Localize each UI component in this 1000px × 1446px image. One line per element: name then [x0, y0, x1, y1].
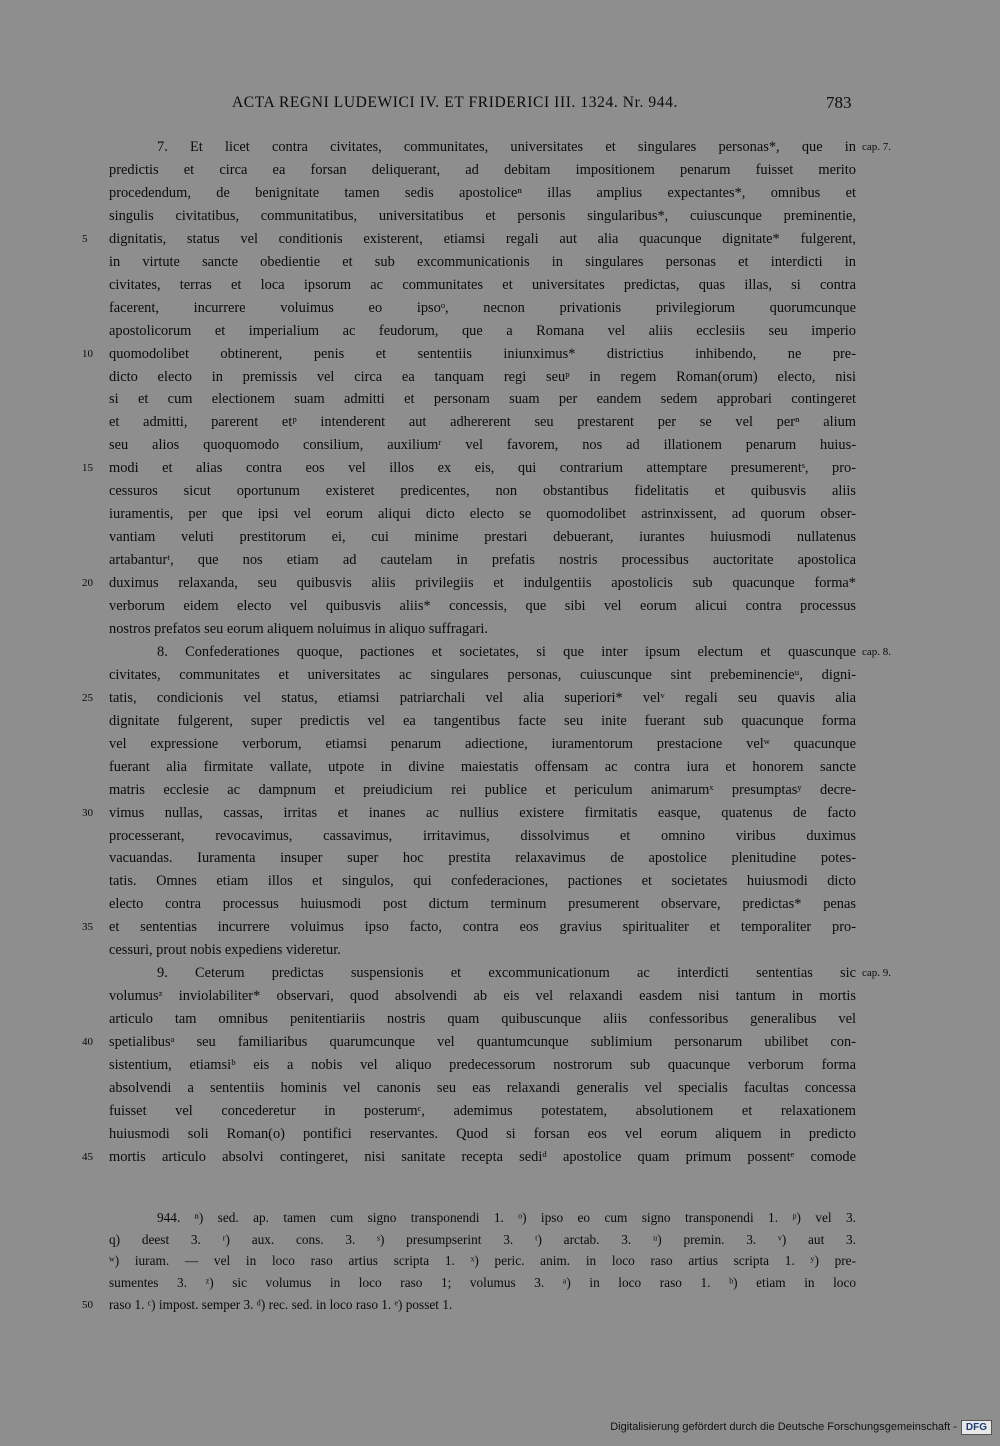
text-line: modi et alias contra eos vel illos ex eis, qui contrarium attemptare presumerentˢ, pro-	[109, 460, 856, 476]
text-line: dicto electo in premissis vel circa ea tanquam regi seuᵖ in regem Roman(orum) electo, nisi	[109, 369, 856, 385]
text-line: articulo tam omnibus penitentiariis nostris quam quibuscunque aliis confessoribus generalibus vel	[109, 1011, 856, 1027]
line-number: 35	[82, 921, 93, 933]
text-line: iuramentis, per que ipsi vel eorum aliqui dicto electo se quomodolibet astrinxissent, ad quorum obser-	[109, 506, 856, 522]
text-line: apostolicorum et imperialium ac feudorum, que a Romana vel aliis ecclesiis seu imperio	[109, 323, 856, 339]
text-line: dignitate fulgerent, super predictis vel ea tangentibus facte seu inite fuerant sub quacunque forma	[109, 713, 856, 729]
page-header	[0, 94, 1000, 116]
text-line: et admitti, parerent etᵖ intenderent aut adhererent seu prestarent per se vel perⁿ alium	[109, 414, 856, 430]
text-line: seu alios quoquomodo consilium, auxiliumʳ vel favorem, nos ad illationem penarum huius-	[109, 437, 856, 453]
text-line: singulis civitatibus, communitatibus, universitatibus et personis singularibus*, cuiuscunque preminentie,	[109, 208, 856, 224]
page-number: 783	[826, 93, 852, 112]
text-line: si et cum electionem suam admitti et personam suam per eandem sedem approbari contingeret	[109, 391, 856, 407]
text-line: in virtute sancte obedientie et sub excommunicationis in singulares personas et interdicti in	[109, 254, 856, 270]
text-line: tatis. Omnes etiam illos et singulos, qui confederaciones, pactiones et societates huiusmodi dicto	[109, 873, 856, 889]
chapter-side-note: cap. 8.	[862, 646, 892, 658]
line-number: 30	[82, 807, 93, 819]
line-number: 25	[82, 692, 93, 704]
text-line: cessuros sicut oportunum existeret predicentes, non obstantibus fidelitatis et quibusvis aliis	[109, 483, 856, 499]
text-line: volumusᶻ inviolabiliter* observari, quod absolvendi ab eis vel relaxandi easdem nisi tantum in mortis	[109, 988, 856, 1004]
text-line: sistentium, etiamsiᵇ eis a nobis vel aliquo predecessorum nostrorum sub quacunque verborum forma	[109, 1057, 856, 1073]
line-number: 40	[82, 1036, 93, 1048]
chapter-side-note: cap. 9.	[862, 967, 892, 979]
text-line: verborum eidem electo vel quibusvis aliis* concessis, que sibi vel eorum alicui contra processus	[109, 598, 856, 614]
line-number: 5	[82, 233, 88, 245]
text-line: huiusmodi soli Roman(o) pontifici reservantes. Quod si forsan eos vel eorum aliquem in predicto	[109, 1126, 856, 1142]
text-line: dignitatis, status vel conditionis existerent, etiamsi regali aut alia quacunque dignitate* fulgerent,	[109, 231, 856, 247]
credit-text: Digitalisierung gefördert durch die Deutsche Forschungsgemeinschaft -	[610, 1421, 957, 1433]
text-line: mortis articulo absolvi contingeret, nisi sanitate recepta sediᵈ apostolice quam primum possentᵉ comode	[109, 1149, 856, 1165]
line-number: 50	[82, 1299, 93, 1311]
text-line: nostros prefatos seu eorum aliquem noluimus in aliquo suffragari.	[109, 621, 489, 637]
text-line: vimus nullas, cassas, irritas et inanes ac nullius existere firmitatis easque, quatenus de facto	[109, 805, 856, 821]
line-number: 15	[82, 462, 93, 474]
text-line: vantiam veluti prestitorum ei, cui minime prestari debuerant, iurantes huiusmodi nullatenus	[109, 529, 856, 545]
text-line: artabanturᵗ, que nos etiam ad cautelam in prefatis nostris processibus auctoritate apostolica	[109, 552, 856, 568]
text-line: 7. Et licet contra civitates, communitates, universitates et singulares personas*, que in	[157, 139, 856, 155]
footnote-line: 944. ⁿ) sed. ap. tamen cum signo transponendi 1. ᵒ) ipso eo cum signo transponendi 1. ᵖ) vel 3.	[157, 1210, 856, 1225]
line-number: 10	[82, 348, 93, 360]
dfg-logo: DFG	[961, 1420, 992, 1435]
digitization-credit	[610, 1416, 992, 1438]
chapter-side-note: cap. 7.	[862, 141, 892, 153]
text-line: electo contra processus huiusmodi post dictum terminum presumerent observare, predictas* penas	[109, 896, 856, 912]
text-line: duximus relaxanda, seu quibusvis aliis privilegiis et indulgentiis apostolicis sub quacunque forma*	[109, 575, 856, 591]
text-line: spetialibusᵃ seu familiaribus quarumcunque vel quantumcunque sublimium personarum ubilibet con-	[109, 1034, 856, 1050]
line-number: 45	[82, 1151, 93, 1163]
footnotes	[0, 1207, 1000, 1312]
text-line: 9. Ceterum predictas suspensionis et excommunicationum ac interdicti sententias sic	[157, 965, 856, 981]
running-title: ACTA REGNI LUDEWICI IV. ET FRIDERICI III. 1324. Nr. 944.	[232, 94, 678, 111]
text-line: predictis et circa ea forsan deliquerant, ad debitam impositionem penarum fuisset merito	[109, 162, 856, 178]
text-line: tatis, condicionis vel status, etiamsi patriarchali vel alia superiori* velᵛ regali seu quavis alia	[109, 690, 856, 706]
text-line: quomodolibet obtinerent, penis et sententiis iniunximus* districtius inhibendo, ne pre-	[109, 346, 856, 362]
text-line: facerent, incurrere voluimus eo ipsoᵒ, necnon privationis privilegiorum quorumcunque	[109, 300, 856, 316]
text-line: matris ecclesie ac dampnum et preiudicium rei publice et periculum animarumˣ presumptasʸ decre-	[109, 782, 856, 798]
footnote-line: q) deest 3. ʳ) aux. cons. 3. ˢ) presumpserint 3. ᵗ) arctab. 3. ᵘ) premin. 3. ᵛ) aut 3.	[109, 1232, 856, 1247]
text-line: civitates, communitates et universitates ac singulares personas, cuiuscunque sint prebeminencieᵘ, digni-	[109, 667, 856, 683]
text-line: civitates, terras et loca ipsorum ac communitates et universitates predictas, quas illas, si contra	[109, 277, 856, 293]
footnote-line: sumentes 3. ᶻ) sic volumus in loco raso 1; volumus 3. ᵃ) in loco raso 1. ᵇ) etiam in loco	[109, 1275, 856, 1290]
text-line: fuerant alia firmitate vallate, utpote in divine maiestatis offensam ac contra iura et honorem sancte	[109, 759, 856, 775]
text-line: absolvendi a sententiis hominis vel canonis seu eas relaxandi generalis vel specialis facultas concessa	[109, 1080, 856, 1096]
text-line: 8. Confederationes quoque, pactiones et societates, si que inter ipsum electum et quascunque	[157, 644, 856, 660]
text-line: procedendum, de benignitate tamen sedis apostoliceⁿ illas amplius expectantes*, omnibus et	[109, 185, 856, 201]
line-number: 20	[82, 577, 93, 589]
footnote-line: ʷ) iuram. — vel in loco raso artius scripta 1. ˣ) peric. anim. in loco raso artius scripta 1. ʸ) pre-	[109, 1253, 856, 1268]
footnote-line: raso 1. ᶜ) impost. semper 3. ᵈ) rec. sed. in loco raso 1. ᵉ) posset 1.	[109, 1297, 453, 1312]
text-line: cessuri, prout nobis expediens videretur.	[109, 942, 341, 958]
text-line: processerant, revocavimus, cassavimus, irritavimus, dissolvimus et omnino viribus duximus	[109, 828, 856, 844]
text-line: vel expressione verborum, etiamsi penarum adiectione, iuramentorum prestacione velʷ quacunque	[109, 736, 856, 752]
text-line: et sententias incurrere voluimus ipso facto, contra eos gravius spiritualiter et temporaliter pro-	[109, 919, 856, 935]
text-line: vacuandas. Iuramenta insuper super hoc prestita relaxavimus de apostolice plenitudine potes-	[109, 850, 856, 866]
text-line: fuisset vel concederetur in posterumᶜ, ademimus potestatem, absolutionem et relaxationem	[109, 1103, 856, 1119]
